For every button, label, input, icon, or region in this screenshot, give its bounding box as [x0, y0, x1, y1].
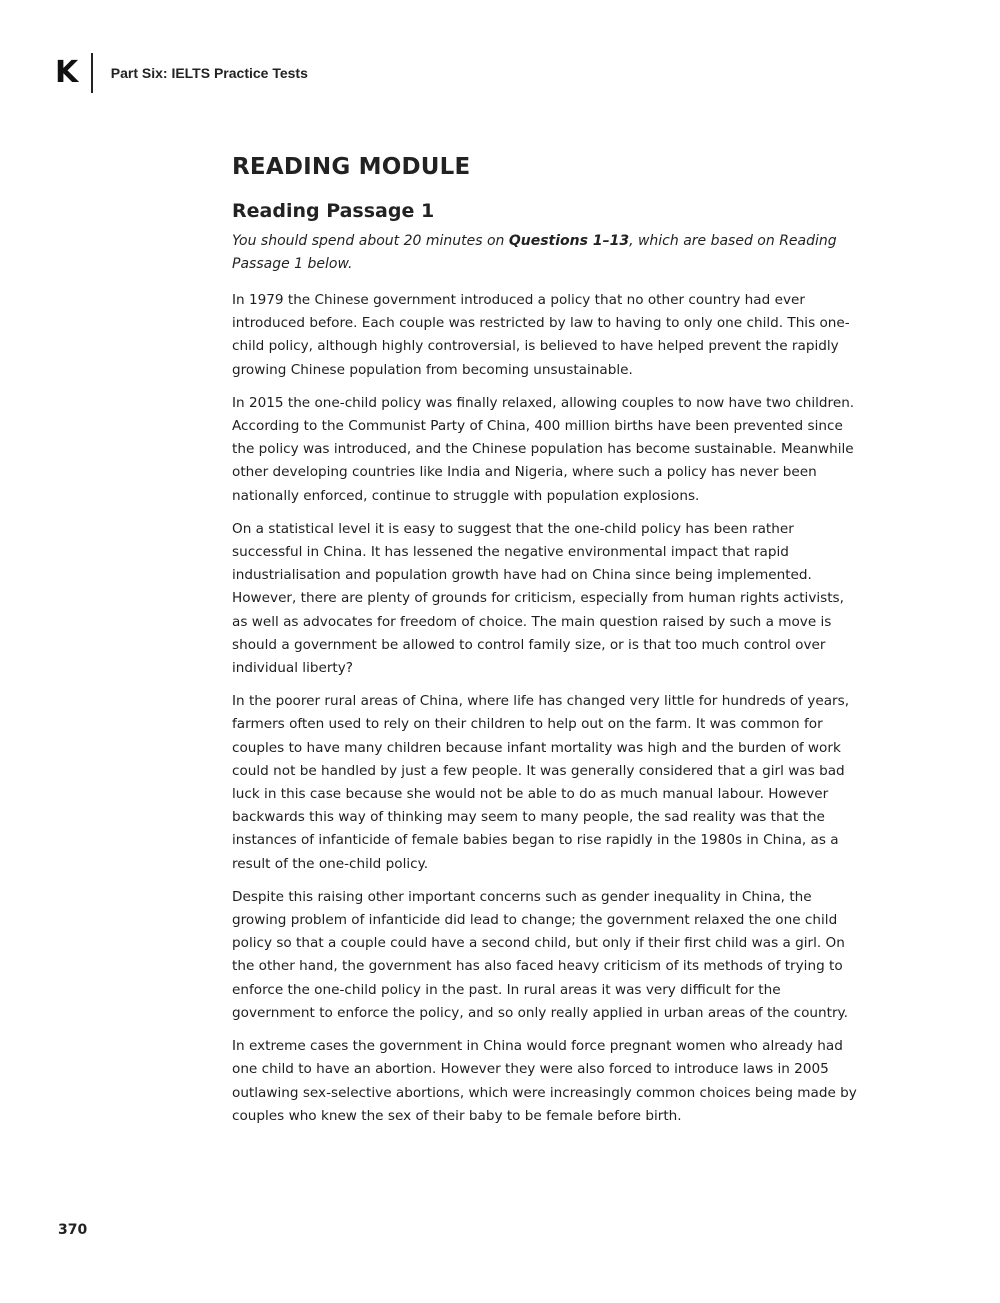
paragraph-2: In 2015 the one-child policy was finally relaxed, allowing couples to now have two children. According to the Communist Party of China, 400 million births have been prevented since the policy was introduced, and the Chinese population has become sustainable. Meanwhile other developing countries like India and Nigeria, where such a policy has never been nationally enforced, continue to struggle with population explosions. — [232, 394, 855, 504]
instructions-post: , which are based on Reading Passage 1 below. — [232, 233, 837, 272]
header-divider — [91, 53, 93, 93]
instructions-pre: You should spend about 20 minutes on — [232, 233, 509, 249]
instructions-questions: Questions 1–13 — [508, 233, 630, 249]
paragraph-1: In 1979 the Chinese government introduced a policy that no other country had ever introduced before. Each couple was restricted by law to having to only one child. This one-child policy, although highly controversial, is believed to have helped prevent the rapidly growing Chinese population from becoming unsustainable. — [232, 292, 850, 378]
paragraph-3: On a statistical level it is easy to suggest that the one-child policy has been rather successful in China. It has lessened the negative environmental impact that rapid industrialisation and population growth have had on China since being implemented. However, there are plenty of grounds for criticism, especially from human rights activists, as well as advocates for freedom of choice. The main question raised by such a move is should a government be allowed to control family size, or is that too much control over individual liberty? — [232, 520, 844, 677]
section-label: Part Six: IELTS Practice Tests — [110, 65, 308, 81]
page-number: 370 — [58, 1222, 88, 1238]
page-header — [55, 53, 308, 93]
main-content — [232, 154, 862, 1138]
module-title: READING MODULE — [232, 154, 471, 180]
kaplan-logo: K — [55, 55, 78, 90]
passage-instructions — [232, 230, 862, 276]
passage-title: Reading Passage 1 — [232, 200, 435, 222]
paragraph-5: Despite this raising other important concerns such as gender inequality in China, the growing problem of infanticide did lead to change; the government relaxed the one child policy so that a couple could have a second child, but only if their first child was a girl. On the other hand, the government has also faced heavy criticism of its methods of trying to enforce the one-child policy in the past. In rural areas it was very difficult for the government to enforce the policy, and so only really applied in urban areas of the country. — [232, 888, 848, 1021]
paragraph-4: In the poorer rural areas of China, where life has changed very little for hundreds of years, farmers often used to rely on their children to help out on the farm. It was common for couples to have many children because infant mortality was high and the burden of work could not be handled by just a few people. It was generally considered that a girl was bad luck in this case because she would not be able to do as much manual labour. However backwards this way of thinking may seem to many people, the sad reality was that the instances of infanticide of female babies began to rise rapidly in the 1980s in China, as a result of the one-child policy. — [232, 693, 850, 872]
paragraph-6: In extreme cases the government in China would force pregnant women who already had one child to have an abortion. However they were also forced to introduce laws in 2005 outlawing sex-selective abortions, which were increasingly common choices being made by couples who knew the sex of their baby to be female before birth. — [232, 1038, 857, 1124]
